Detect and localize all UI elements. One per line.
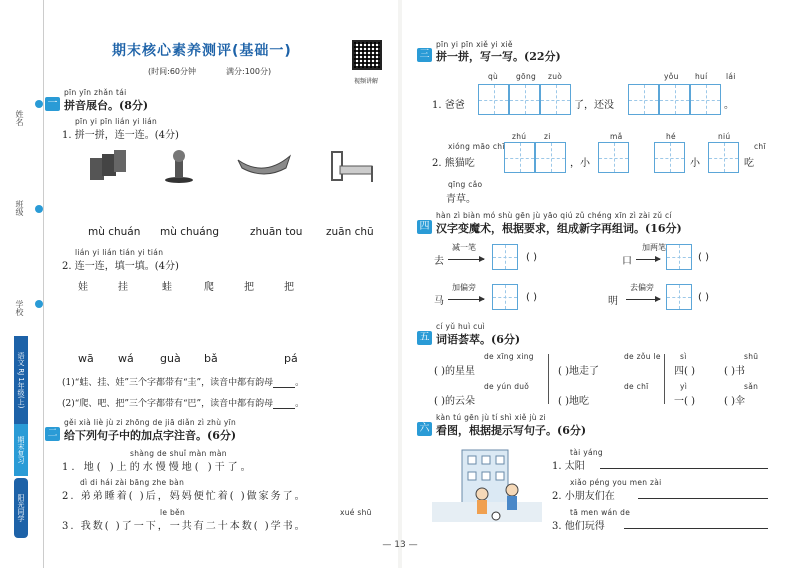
char-option: 爬 — [204, 282, 214, 293]
pinyin-hint: chī — [754, 142, 766, 151]
qr-code[interactable] — [352, 40, 382, 70]
l3-pinyin-end: xué shū — [340, 508, 372, 517]
syllable-option: wá — [118, 352, 134, 365]
right-page — [402, 0, 800, 568]
writing-grid[interactable] — [540, 84, 571, 115]
base-char: 明 — [608, 296, 618, 307]
page-number: — 13 — — [382, 540, 418, 550]
base-char: 口 — [622, 256, 632, 267]
q1-prompt: 1. 拼一拼，连一连。(4分) — [62, 130, 179, 141]
boat-image — [236, 150, 292, 180]
grade-strip: 语文 RJ 1年级(上) — [14, 336, 28, 424]
word-pinyin: shū — [744, 352, 759, 361]
fill-sentence-1: (1)“蛙、挂、娃”三个字都带有“圭”，读音中都有韵母 。 — [62, 378, 305, 388]
section-title: 拼音展台。(8分) — [64, 99, 149, 112]
pinyin-hint: hé — [666, 132, 676, 141]
bricks-image — [88, 148, 128, 182]
school-label: 学校 — [15, 300, 24, 316]
word-pinyin: de zǒu le — [624, 352, 661, 361]
char-option: 挂 — [118, 282, 128, 293]
left-page — [0, 0, 398, 568]
l2-pinyin: dì di hái zài bāng zhe bàn — [80, 478, 185, 487]
char-option: 把 — [244, 282, 254, 293]
name-label: 姓名 — [15, 110, 24, 126]
writing-grid[interactable] — [509, 84, 540, 115]
answer-paren[interactable]: ( ) — [526, 252, 537, 263]
writing-grid[interactable] — [478, 84, 509, 115]
base-char: 马 — [434, 296, 444, 307]
row2-line2: 青草。 — [446, 194, 476, 205]
answer-line[interactable] — [600, 468, 768, 469]
section-title: 汉字变魔术，根据要求，组成新字再组词。(16分) — [436, 222, 682, 235]
pinyin-hint: xióng māo chī — [448, 142, 505, 151]
row1-mid: 了，还没 — [574, 100, 614, 111]
line-pinyin: tā men wán de — [570, 508, 631, 517]
word-item: ( )的星星 — [434, 366, 475, 377]
section-number: 六 — [417, 422, 432, 436]
word-pinyin: de yún duǒ — [484, 382, 530, 391]
transform-arrow — [636, 259, 660, 260]
syllable-option: pá — [284, 352, 298, 365]
answer-paren[interactable]: ( ) — [698, 252, 709, 263]
sentence-start: 2. 小朋友们在 — [552, 491, 615, 502]
op-label: 去偏旁 — [630, 283, 654, 292]
syllable-option: bǎ — [204, 352, 218, 365]
pinyin-hint: huí — [695, 72, 708, 81]
time-info: (时间:60分钟 — [148, 67, 196, 76]
row2-start: 2. 熊猫吃 — [432, 158, 475, 169]
row2-mid2: 小 — [690, 158, 700, 169]
syllable-option: guà — [160, 352, 181, 365]
binding-dot — [35, 100, 43, 108]
pinyin-option: mù chuán — [88, 226, 141, 238]
word-pinyin: de xīng xing — [484, 352, 534, 361]
pinyin-hint: qīng cǎo — [448, 180, 483, 189]
q2-prompt: 2. 连一连，填一填。(4分) — [62, 261, 179, 272]
word-pinyin: sǎn — [744, 382, 759, 391]
word-item: 一( ) — [674, 396, 695, 407]
sentence-2: 2. 弟弟睡着( )后，妈妈便忙着( )做家务了。 — [62, 491, 307, 502]
qr-caption: 视频讲解 — [354, 78, 379, 85]
section-number: 三 — [417, 48, 432, 62]
writing-grid[interactable] — [628, 84, 659, 115]
op-label: 加两笔 — [642, 243, 666, 252]
s3-pinyin: pīn yi pīn xiě yi xiě — [436, 40, 513, 49]
s6-pinyin: kàn tú gēn jù tí shì xiě jù zi — [436, 413, 547, 422]
row2-mid: ，小 — [570, 158, 590, 169]
pinyin-option: zuān chū — [326, 226, 374, 238]
transform-arrow — [448, 259, 484, 260]
writing-grid[interactable] — [666, 244, 692, 270]
sentence-3: 3. 我数( )了一下，一共有二十本数( )学书。 — [62, 521, 307, 532]
pinyin-option: mù chuáng — [160, 226, 220, 238]
writing-grid[interactable] — [666, 284, 692, 310]
pinyin-hint: gōng — [516, 72, 537, 81]
section-number: 二 — [45, 427, 60, 441]
syllable-option: wā — [78, 352, 94, 365]
answer-line[interactable] — [638, 498, 768, 499]
divider — [548, 354, 549, 404]
line-pinyin: xiǎo péng you men zài — [570, 478, 662, 487]
review-strip: 期末复习 — [14, 424, 28, 476]
op-label: 减一笔 — [452, 243, 476, 252]
word-item: ( )的云朵 — [434, 396, 475, 407]
class-label: 班级 — [15, 200, 24, 216]
writing-grid[interactable] — [598, 142, 629, 173]
answer-paren[interactable]: ( ) — [526, 292, 537, 303]
writing-grid[interactable] — [492, 284, 518, 310]
divider — [664, 354, 665, 404]
writing-grid[interactable] — [708, 142, 739, 173]
pinyin-hint: zhú — [512, 132, 527, 141]
section-number: 四 — [417, 220, 432, 234]
pinyin-hint: yǒu — [664, 72, 679, 81]
sentence-1: 1. 地( )上的水慢慢地( )干了。 — [62, 462, 254, 473]
section-number: 一 — [45, 97, 60, 111]
word-item: 四( ) — [674, 366, 695, 377]
word-item: ( )地吃 — [558, 396, 589, 407]
l3-pinyin: le běn — [160, 508, 186, 517]
binding-sidebar — [0, 0, 44, 568]
binding-dot — [35, 300, 43, 308]
transform-arrow — [448, 299, 484, 300]
pinyin-option: zhuān tou — [250, 226, 303, 238]
s2-pinyin: gěi xià liè jù zi zhōng de jiā diǎn zì zhù yīn — [64, 418, 237, 427]
char-option: 蛙 — [162, 282, 172, 293]
brand-logo: 阳光同学 — [14, 478, 28, 538]
fill-sentence-2: (2)“爬、吧、把”三个字都带有“巴”，读音中都有韵母 。 — [62, 399, 305, 409]
row1-end: 。 — [724, 100, 734, 111]
page-title: 期末核心素养测评(基础一) — [112, 43, 292, 59]
answer-line[interactable] — [624, 528, 768, 529]
word-pinyin: yì — [680, 382, 688, 391]
word-item: ( )地走了 — [558, 366, 599, 377]
drill-image — [164, 148, 194, 184]
s4-pinyin: hàn zì biàn mó shù gēn jù yāo qiú zǔ chéng xīn zì zài zǔ cí — [436, 211, 672, 220]
char-option: 娃 — [78, 282, 88, 293]
line-pinyin: tài yáng — [570, 448, 603, 457]
word-pinyin: de chī — [624, 382, 649, 391]
pinyin-hint: qù — [488, 72, 499, 81]
word-item: ( )伞 — [724, 396, 745, 407]
section-title: 词语荟萃。(6分) — [436, 333, 521, 346]
pinyin-hint: mǎ — [610, 132, 623, 141]
pinyin-hint: niú — [718, 132, 731, 141]
writing-grid[interactable] — [690, 84, 721, 115]
pinyin-hint: lái — [726, 72, 736, 81]
row1-start: 1. 爸爸 — [432, 100, 465, 111]
row2-end: 吃 — [744, 158, 754, 169]
pinyin-hint: zi — [544, 132, 551, 141]
answer-paren[interactable]: ( ) — [698, 292, 709, 303]
section-number: 五 — [417, 331, 432, 345]
answer-blank[interactable] — [273, 378, 295, 388]
pinyin-hint: zuò — [548, 72, 563, 81]
bed-image — [330, 148, 376, 184]
writing-grid[interactable] — [492, 244, 518, 270]
s5-pinyin: cí yǔ huì cuì — [436, 322, 486, 331]
l1-pinyin: shàng de shuǐ màn màn — [130, 449, 227, 458]
q2-pinyin: lián yi lián tián yi tián — [75, 248, 164, 257]
base-char: 去 — [434, 256, 444, 267]
char-option: 把 — [284, 282, 294, 293]
score-info: 满分:100分) — [226, 67, 272, 76]
s1-pinyin: pīn yīn zhǎn tái — [64, 88, 127, 97]
writing-grid[interactable] — [659, 84, 690, 115]
q1-pinyin: pīn yi pīn lián yi lián — [75, 117, 158, 126]
word-pinyin: sì — [680, 352, 687, 361]
writing-grid[interactable] — [504, 142, 535, 173]
transform-arrow — [626, 299, 660, 300]
op-label: 加偏旁 — [452, 283, 476, 292]
section-title: 看图，根据提示写句子。(6分) — [436, 424, 587, 437]
word-item: ( )书 — [724, 366, 745, 377]
section-title: 拼一拼，写一写。(22分) — [436, 50, 561, 63]
binding-dot — [35, 205, 43, 213]
sentence-start: 1. 太阳 — [552, 461, 585, 472]
writing-grid[interactable] — [535, 142, 566, 173]
section-title: 给下列句子中的加点字注音。(6分) — [64, 429, 237, 442]
answer-blank[interactable] — [273, 399, 295, 409]
writing-grid[interactable] — [654, 142, 685, 173]
sentence-start: 3. 他们玩得 — [552, 521, 605, 532]
playground-illustration — [432, 444, 542, 524]
